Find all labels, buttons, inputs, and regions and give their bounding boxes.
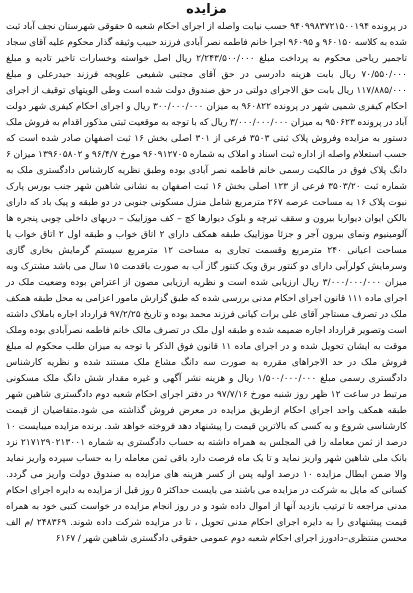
notice-body: در پرونده ۹۴۰۹۹۸۳۷۲۱۵۰۰۱۹۴ حسب نیابت واصله از اجرای احکام شعبه ۵ حقوقی شهرستان نجف آباد ثبت شده به کلاسه ۹۶۰۱۵۰ و ۹۶۰۹۵ اجرا خانم فاطمه نصر آبادی فرزند حبیب وثیقه گذار محکوم علیه آقای سجاد تاجمیر ریاحی محکوم به پرداخت مبلغ ۲/۲۴۳/۵۰۰/۰۰۰ ریال اصل خواسته وخسارات تاخیر تادیه و مبلغ ۷۰/۵۵۰/۰۰۰ ریال بابت هزینه دادرسی در حق آقای مجتبی شفیعی علویجه فرزند حیدرعلی و مبلغ ۱۱۷/۸۸۵/۰۰۰ ریال بابت حق الاجرای دولتی در حق صندوق دولت شده است وطی الویتهای توقیف از اجرای احکام کیفری شمیی شهر در پرونده ۹۶۰۸۲۲ به میزان ۳۰۰/۰۰۰/۰۰۰ ریال و اجرای احکام کیفری شهر دولت آباد در پرونده ۹۵۰۶۲۳ به میزان ۳/۰۰۰/۰۰۰/۰۰۰ ریال که با توجه به موقعیت ثبتی مذکور اقدام به فروش ملک دستور به مزایده وفروش پلاک ثبتی ۳۵۰۳ فرعی از ۳۰۱ اصلی بخش ۱۶ ثبت اصفهان صادر شده است که حسب استعلام واصله از اداره ثبت اسناد و املاک به شماره ۹۶۰۹۱۲۷۰۵ مورخ ۹۶/۴/۷ و ۱۳۹۶۰۵۸۰۲ میزان ۶ دانگ پلاک فوق در مالکیت رسمی خانم فاطمه نصر آبادی بوده وطبق نظریه کارشناس دادگستری ملک به شماره ثبت ۳۵۰۳/۲۰ فرعی از ۱۲۳ اصلی بخش ۱۶ ثبت اصفهان به نشانی شاهین شهر جنب بورس پارک نبوت پلاک ۱۶ به مساحت عرصه ۲۶۷ مترمربع شامل منزل مسکونی جنوبی در دو طبقه و پیک باد که دارای بالکن ایوان دیواربا بیرون و سقف تیرچه و بلوک دیوارها کچ – کف موزاییک – دربهای داخلی چوبی پنجره ها آلومینیوم ونمای بیرون آجر و جزئا موزاییک طبقه همکف دارای ۲ اتاق خواب و طبقه اول ۲ اتاق خواب یا مساحت اعیانی ۲۴۰ مترمربع وقسمت تجاری به مساحت ۱۲ مترمربع سیستم گرمایش بخاری گازی وسرمایش کولرآبی دارای دو کنتور برق ویک کنتور گاز آب به صورت باقدمت ۱۵ سال می باشد مشترک وبه میزان ۳/۰۰۰/۰۰۰/۰۰۰ ریال ارزیابی شده است و نظریه ارزیابی مصون از اعتراض بوده وضعیت ملک در اجرای ماده ۱۱۱ قانون اجرای احکام مدنی بررسی شده که طبق گزارش مامور اعزامی به محل طبقه همکف ملک در تصرف مستاجر آقای علی برات کیانی فرزند محمد بوده و تاریخ ۹۷/۲/۲۵ قرارداد اجاره باملاک داشته است وتصویر قرارداد اجاره ضمیمه شده و طبقه اول ملک در تصرف مالک خانم فاطمه نصرآبادی بوده وملک موقت به ایشان تحویل شده و در اجرای ماده ۱۱ قانون فوق الذکر با توجه به میزان طلب محکوم له مبلغ فروش ملک در حد الاجراهای مقرره به صورت سه دانگ مشاع ملک مستند شده و نظریه کارشناس دادگستری رسمی مبلغ ۱/۵۰۰/۰۰۰/۰۰۰ ریال و هزینه نشر آگهی و غیره مقدار شش دانگ ملک مسکونی مرتبط در ساعت ۱۲ ظهر روز شنبه مورخ ۹۷/۷/۱۶ در دفتر اجرای احکام شعبه دوم دادگستری شاهین شهر طبقه همکف واحد اجرای احکام ازطریق مزایده در معرض فروش گذاشته می شود.متقاضیان از قیمت کارشناسی شروع و به کسی که بالاترین قیمت را پیشنهاد دهد فروخته خواهد شد. برنده مزایده میبایست ۱۰ درصد از ثمن معامله را فی المجلس به همراه داشته به حساب دادگستری به شماره ۲۱۷۱۲۹۰۲۱۳۰۰۱ نزد بانک ملی شاهین شهر واریز نماید و تا یک ماه فرصت دارد باقی ثمن معامله را به حساب سپرده واریز نماید والا ضمن ابطال مزایده ۱۰ درصد اولیه پس از کسر هزینه های مزایده به صندوق دولت واریز می گردد. کسانی که مایل به شرکت در مزایده می باشند می بایست حداکثر ۵ روز قبل از مزایده به دایره اجرای احکام مدنی مراجعه تا ترتیب بازدید آنها از اموال داده شود و در روز انجام مزایده در خواست کتبی خود به همراه قیمت پیشنهادی را به دایره اجرای احکام مدنی تحویل ، تا در مزایده شرکت داده شوند. ۲۴۸۳۶۹ /م الف محسن منتظری–دادورز اجرای احکام شعبه دوم عمومی حقوقی دادگستری شاهین شهر / ۶۱۶۷ <box>6 21 408 544</box>
notice-title: مزایده <box>186 2 227 17</box>
